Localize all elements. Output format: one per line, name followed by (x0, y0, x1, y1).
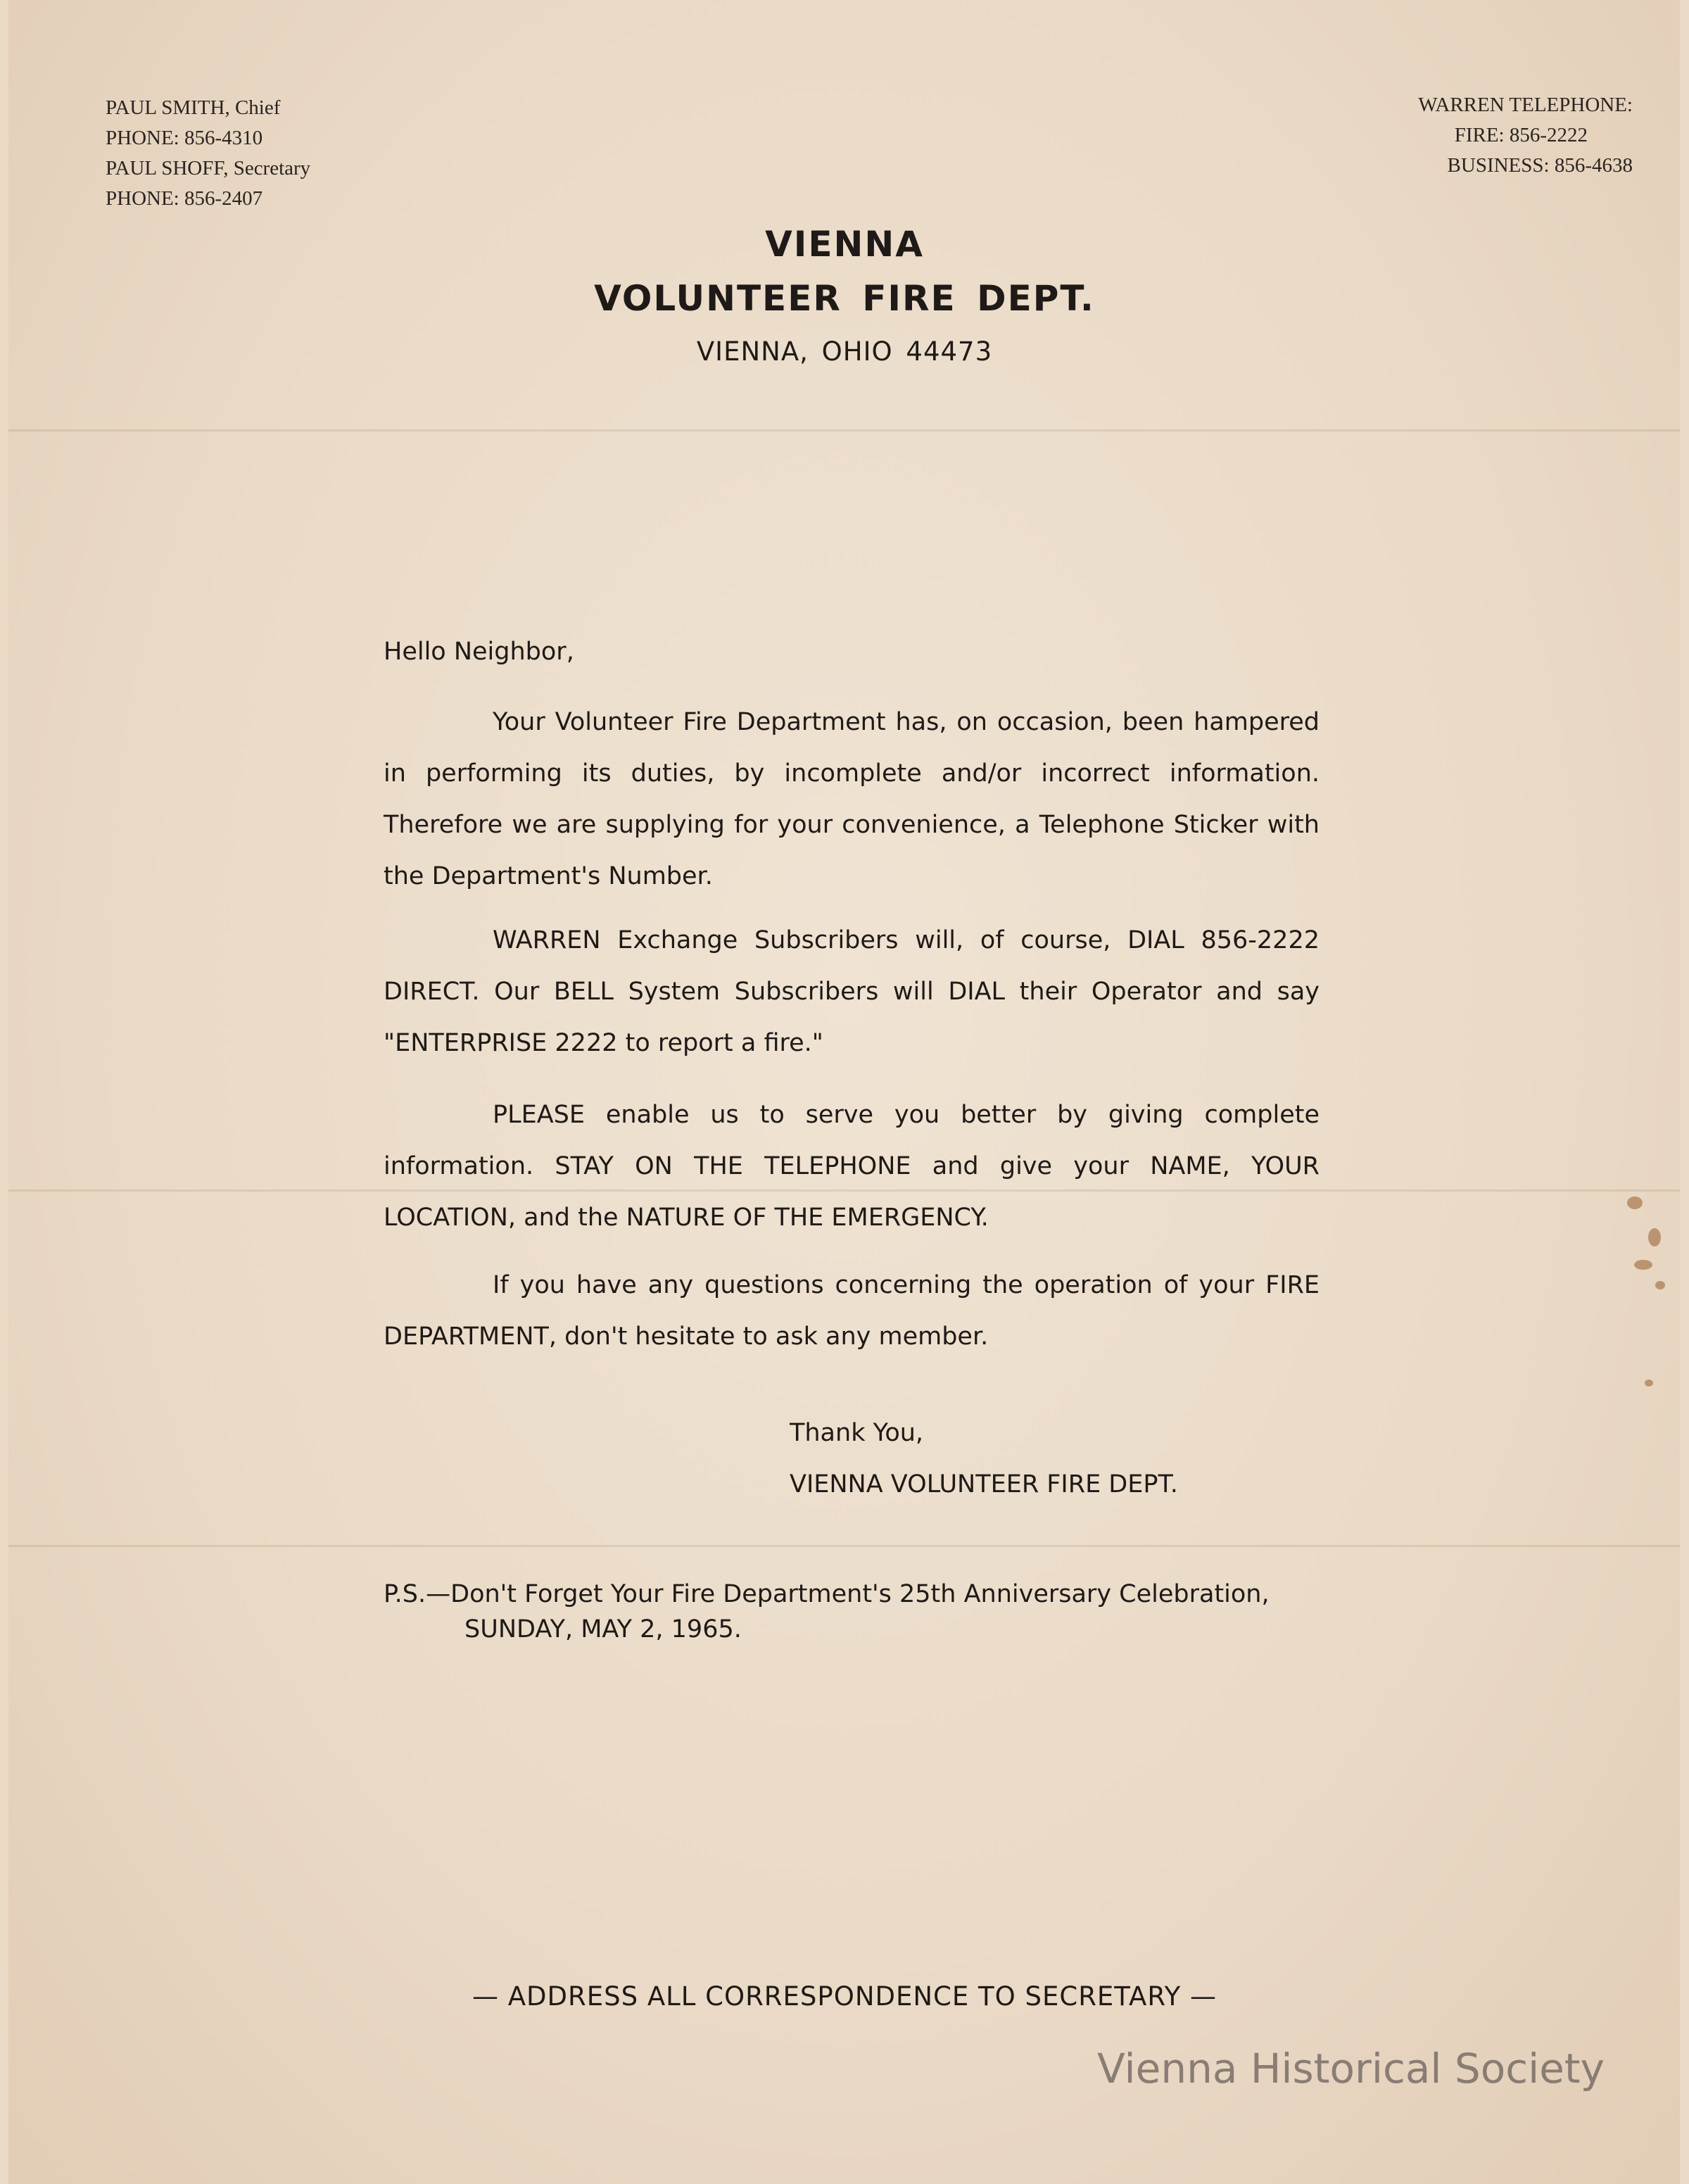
paragraph-text: WARREN Exchange Subscribers will, of course, DIAL 856-2222 DIRECT. Our BELL System Subscribers will DIAL their Operator and say "ENTERPRISE 2222 to report a fire." (384, 926, 1320, 1057)
letter-closing (790, 1408, 1178, 1510)
chief-name: PAUL SMITH, Chief (106, 96, 281, 119)
secretary-phone: PHONE: 856-2407 (106, 187, 263, 210)
rust-stain (1627, 1197, 1643, 1209)
rust-stain (1645, 1380, 1653, 1387)
signature: VIENNA VOLUNTEER FIRE DEPT. (790, 1470, 1178, 1498)
postscript-line: P.S.—Don't Forget Your Fire Department's 25th Anniversary Celebration, (384, 1580, 1270, 1608)
paragraph-text: If you have any questions concerning the operation of your FIRE DEPARTMENT, don't hesitate to ask any member. (384, 1271, 1320, 1351)
rust-stain (1648, 1228, 1661, 1246)
paragraph-text: PLEASE enable us to serve you better by giving complete information. STAY ON THE TELEPHONE and give your NAME, YOUR LOCATION, and the NATURE OF THE EMERGENCY. (384, 1101, 1320, 1232)
postscript (384, 1577, 1270, 1647)
paragraph-text: Your Volunteer Fire Department has, on occasion, been hampered in performing its duties, by incomplete and/or incorrect information. Therefore we are supplying for your convenience, a Telephone Sticker with the Department's Number. (384, 708, 1320, 890)
letterhead-address: VIENNA, OHIO 44473 (696, 336, 993, 367)
business-phone: BUSINESS: 856-4638 (1447, 154, 1633, 177)
rust-stain (1634, 1260, 1652, 1270)
greeting: Hello Neighbor, (384, 638, 574, 666)
letterhead-subtitle: VOLUNTEER FIRE DEPT. (594, 278, 1095, 319)
letterhead-title: VIENNA (765, 224, 924, 265)
letter-paragraph (384, 1260, 1320, 1363)
secretary-name: PAUL SHOFF, Secretary (106, 157, 311, 179)
paper-crease (8, 1545, 1680, 1547)
letter-paragraph (384, 1090, 1320, 1244)
letterhead-contacts (106, 93, 310, 214)
closing-text: Thank You, (790, 1419, 924, 1447)
rust-stain (1655, 1281, 1665, 1289)
watermark: Vienna Historical Society (1097, 2045, 1605, 2093)
paper-crease (8, 429, 1680, 431)
chief-phone: PHONE: 856-4310 (106, 127, 263, 149)
letter-paragraph (384, 915, 1320, 1069)
letterhead-telephone (1418, 90, 1633, 181)
telephone-heading: WARREN TELEPHONE: (1418, 94, 1633, 116)
letter-paragraph (384, 697, 1320, 902)
footer-note: — ADDRESS ALL CORRESPONDENCE TO SECRETARY — (472, 1981, 1217, 2012)
postscript-date: SUNDAY, MAY 2, 1965. (464, 1615, 742, 1643)
fire-phone: FIRE: 856-2222 (1454, 124, 1588, 146)
